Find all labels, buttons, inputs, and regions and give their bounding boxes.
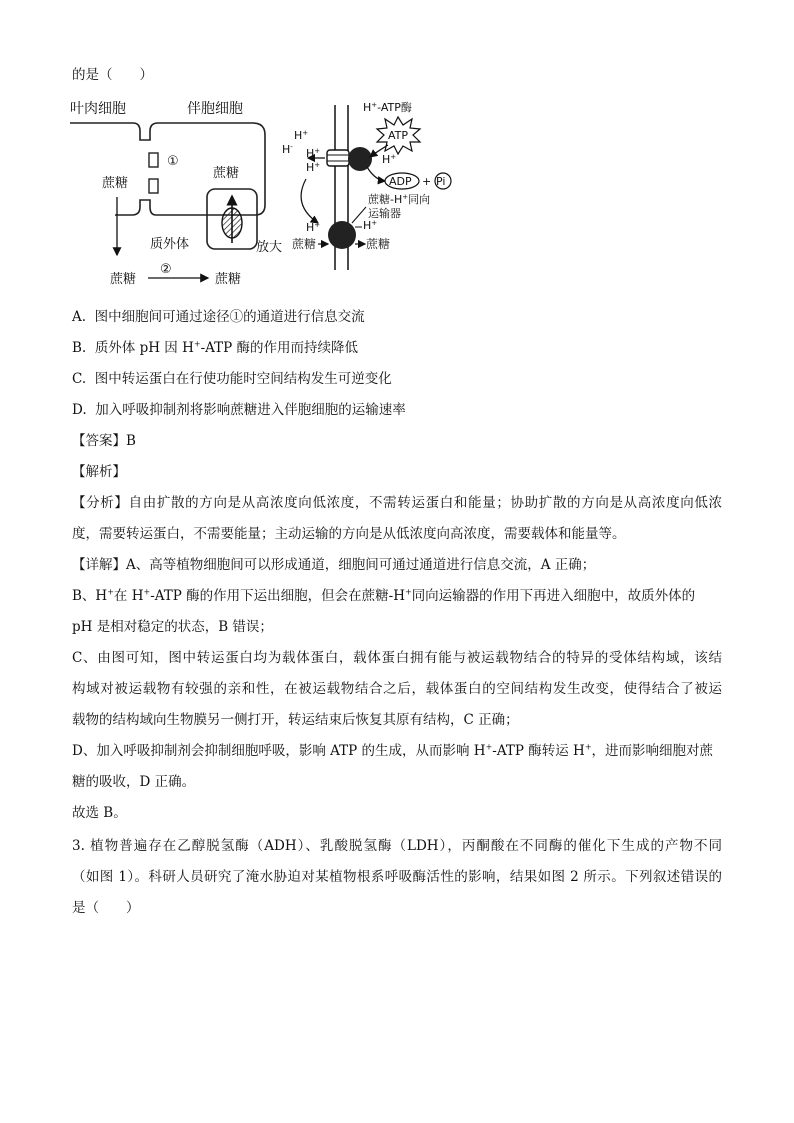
h-plus-outside-3: H+ [306, 161, 321, 174]
answer-line [72, 432, 722, 450]
h-plus-outside-1: H+ [294, 129, 309, 142]
question-tail: 的是（ ） [72, 67, 153, 83]
sucrose-symporter-in: 蔗糖 [292, 237, 317, 251]
h-plus-symporter-in: H+ [306, 221, 321, 234]
xiangjie-b-2: pH 是相对稳定的状态，B 错误； [72, 619, 273, 635]
xiangjie-c-2: 构域对被运载物有较强的亲和性，在被运载物结合之后，载体蛋白的空间结构发生改变，使得结合了被运 [72, 681, 722, 697]
h-plus-symporter-out: H+ [363, 219, 378, 232]
symporter-label-line2: 运输器 [368, 207, 401, 220]
answer-tag: 【答案】 [72, 433, 126, 449]
fenxi-line-1: 【分析】自由扩散的方向是从高浓度向低浓度，不需转运蛋白和能量；协助扩散的方向是从高浓度向低浓 [72, 495, 722, 511]
conclusion: 故选 B。 [72, 805, 127, 821]
pathway-2-label: ② [160, 262, 172, 277]
h-plus-right: H+ [382, 153, 397, 166]
sucrose-label-bottom-right: 蔗糖 [215, 272, 242, 287]
h-minus-outside: H- [282, 143, 293, 156]
xiangjie-b-1: B、H+在 H+-ATP 酶的作用下运出细胞，但会在蔗糖-H+同向运输器的作用下再进入细胞中，故质外体的 [72, 587, 696, 604]
xiangjie-d-2: 糖的吸收，D 正确。 [72, 774, 196, 790]
sucrose-transport-diagram [70, 95, 470, 291]
option-c: C. 图中转运蛋白在行使功能时空间结构发生可逆变化 [72, 371, 392, 387]
h-atpase-enzyme [348, 147, 372, 171]
pathway-1-label: ① [167, 154, 179, 169]
sucrose-label-left: 蔗糖 [102, 176, 129, 191]
question-3-line-3: 是（ ） [72, 900, 140, 916]
plus-operator: + [422, 175, 432, 188]
mesophyll-cell-label: 叶肉细胞 [70, 101, 126, 117]
xiangjie-c-3: 载物的结构域向生物膜另一侧打开，转运结束后恢复其原有结构，C 正确； [72, 712, 519, 728]
h-atpase-label: H+-ATP酶 [363, 101, 412, 114]
h-atpase-channel [327, 150, 349, 166]
xiangjie-d-1: D、加入呼吸抑制剂会抑制细胞呼吸，影响 ATP 的生成，从而影响 H+-ATP 酶转运 H+，进而影响细胞对蔗 [72, 742, 714, 759]
sucrose-symporter-out: 蔗糖 [366, 237, 391, 251]
sucrose-h-symporter [328, 221, 356, 249]
pi-label: Pi [436, 175, 446, 188]
option-d: D. 加入呼吸抑制剂将影响蔗糖进入伴胞细胞的运输速率 [72, 402, 406, 418]
atp-label: ATP [388, 129, 409, 142]
xiangjie-a: 【详解】A、高等植物细胞间可以形成通道，细胞间可通过通道进行信息交流，A 正确； [72, 557, 596, 573]
option-b: B. 质外体 pH 因 H+-ATP 酶的作用而持续降低 [72, 339, 359, 356]
symporter-label-line1: 蔗糖-H+同向 [368, 193, 431, 206]
fenxi-line-2: 度，需要转运蛋白，不需要能量；主动运输的方向是从低浓度向高浓度，需要载体和能量等。 [72, 526, 626, 542]
question-3-line-2: （如图 1）。科研人员研究了淹水胁迫对某植物根系呼吸酶活性的影响，结果如图 2 所示。下列叙述错误的 [72, 869, 722, 885]
h-plus-outside-2: H+ [306, 147, 321, 160]
analysis-tag: 【解析】 [72, 464, 126, 480]
xiangjie-c-1: C、由图可知，图中转运蛋白均为载体蛋白，载体蛋白拥有能与被运载物结合的特异的受体结构域，该结 [72, 650, 722, 666]
channel-1 [149, 153, 158, 167]
channel-2 [149, 179, 158, 193]
sucrose-label-companion: 蔗糖 [213, 166, 240, 181]
companion-cell-label: 伴胞细胞 [187, 101, 243, 117]
answer-value: B [126, 433, 136, 449]
plastid-label: 质外体 [150, 237, 190, 252]
adp-label: ADP [389, 175, 412, 188]
sucrose-label-bottom-left: 蔗糖 [110, 272, 137, 287]
magnify-label: 放大 [256, 240, 283, 255]
option-a: A. 图中细胞间可通过途径①的通道进行信息交流 [72, 309, 365, 325]
question-3-line-1: 3. 植物普遍存在乙醇脱氢酶（ADH）、乳酸脱氢酶（LDH），丙酮酸在不同酶的催化下生成的产物不同 [72, 838, 722, 854]
